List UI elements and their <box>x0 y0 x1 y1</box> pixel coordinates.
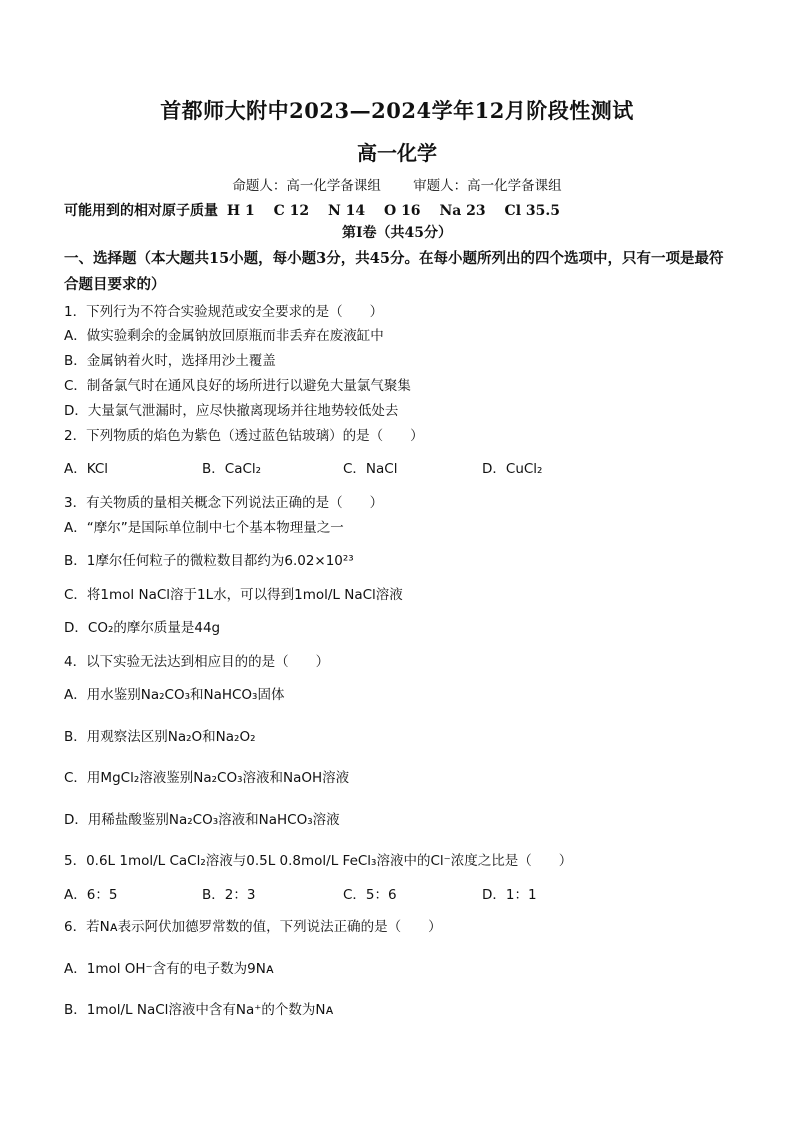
question-1-option-b: B．金属钠着火时，选择用沙土覆盖 <box>64 353 276 369</box>
masses-label: 可能用到的相对原子质量 <box>64 203 218 219</box>
question-1-stem: 1．下列行为不符合实验规范或安全要求的是（ ） <box>64 304 384 320</box>
question-4-stem: 4．以下实验无法达到相应目的的是（ ） <box>64 654 330 670</box>
question-3-option-b: B．1摩尔任何粒子的微粒数目都约为6.02×10²³ <box>64 553 354 569</box>
question-1-option-c: C．制备氯气时在通风良好的场所进行以避免大量氯气聚集 <box>64 378 411 394</box>
mass-na: Na 23 <box>439 203 486 219</box>
question-5-option-a: A．6：5 <box>64 887 118 903</box>
exam-title: 首都师大附中2023—2024学年12月阶段性测试 <box>160 98 634 123</box>
question-6-stem: 6．若Nᴀ表示阿伏加德罗常数的值，下列说法正确的是（ ） <box>64 919 442 935</box>
mass-o: O 16 <box>384 203 421 219</box>
question-5-stem: 5．0.6L 1mol/L CaCl₂溶液与0.5L 0.8mol/L FeCl₃溶液中的Cl⁻浓度之比是（ ） <box>64 853 573 869</box>
question-2-stem: 2．下列物质的焰色为紫色（透过蓝色钴玻璃）的是（ ） <box>64 428 424 444</box>
question-6-option-a: A．1mol OH⁻含有的电子数为9Nᴀ <box>64 961 274 977</box>
question-2-option-b: B．CaCl₂ <box>202 461 262 477</box>
mass-c: C 12 <box>273 203 310 219</box>
reviewer-text: 审题人：高一化学备课组 <box>413 178 562 194</box>
question-5-option-b: B．2：3 <box>202 887 256 903</box>
question-3-option-d: D．CO₂的摩尔质量是44g <box>64 620 221 636</box>
question-3-option-a: A．“摩尔”是国际单位制中七个基本物理量之一 <box>64 520 344 536</box>
exam-subject: 高一化学 <box>357 141 437 165</box>
section-heading: 一、选择题（本大题共15小题，每小题3分，共45分。在每小题所列出的四个选项中，只有一项是最符合题目要求的） <box>64 250 724 293</box>
question-2-option-d: D．CuCl₂ <box>482 461 543 477</box>
mass-h: H 1 <box>226 203 255 219</box>
question-5-option-c: C．5：6 <box>343 887 397 903</box>
question-4-option-c: C．用MgCl₂溶液鉴别Na₂CO₃溶液和NaOH溶液 <box>64 770 350 786</box>
atomic-masses <box>64 200 560 220</box>
mass-n: N 14 <box>327 203 366 219</box>
question-2-option-c: C．NaCl <box>343 461 398 477</box>
question-3-stem: 3．有关物质的量相关概念下列说法正确的是（ ） <box>64 495 384 511</box>
question-1-option-a: A．做实验剩余的金属钠放回原瓶而非丢弃在废液缸中 <box>64 328 384 344</box>
volume-heading: 第Ⅰ卷（共45分） <box>341 225 453 241</box>
author-line <box>0 174 794 194</box>
question-4-option-d: D．用稀盐酸鉴别Na₂CO₃溶液和NaHCO₃溶液 <box>64 812 340 828</box>
question-2-option-a: A．KCl <box>64 461 109 477</box>
question-6-option-b: B．1mol/L NaCl溶液中含有Na⁺的个数为Nᴀ <box>64 1002 334 1018</box>
question-4-option-b: B．用观察法区别Na₂O和Na₂O₂ <box>64 729 256 745</box>
question-5-option-d: D．1：1 <box>482 887 537 903</box>
author-text: 命题人：高一化学备课组 <box>232 178 381 194</box>
mass-cl: Cl 35.5 <box>504 203 560 219</box>
question-4-option-a: A．用水鉴别Na₂CO₃和NaHCO₃固体 <box>64 687 285 703</box>
question-1-option-d: D．大量氯气泄漏时，应尽快撤离现场并往地势较低处去 <box>64 403 399 419</box>
question-3-option-c: C．将1mol NaCl溶于1L水，可以得到1mol/L NaCl溶液 <box>64 587 403 603</box>
